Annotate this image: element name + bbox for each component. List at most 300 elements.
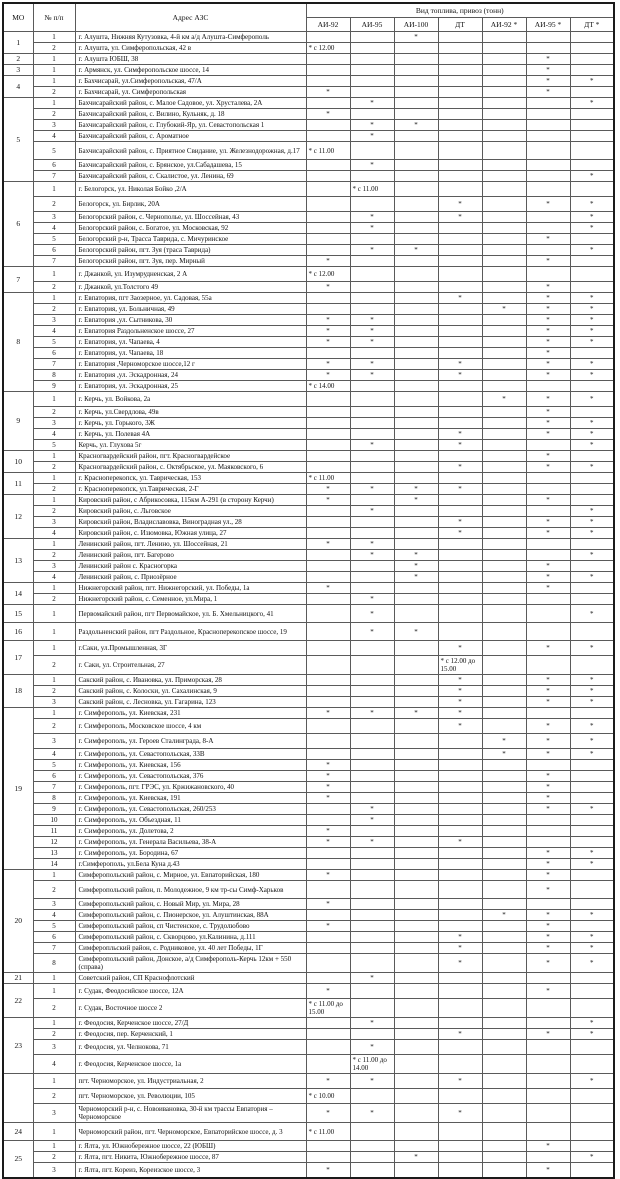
row-number-cell: 3 [33, 1040, 75, 1055]
fuel-cell-АИ-100 [394, 760, 438, 771]
fuel-cell-АИ-92 * [482, 142, 526, 160]
table-row [3, 623, 614, 641]
fuel-cell-ДТ [438, 583, 482, 594]
fuel-cell-ДТ *: * [570, 528, 614, 539]
fuel-cell-АИ-92 * [482, 719, 526, 734]
table-row [3, 197, 614, 212]
row-number-cell: 3 [33, 734, 75, 749]
address-cell: г. Бахчисарай, ул. Симферопольская [75, 87, 306, 98]
table-row [3, 348, 614, 359]
table-row [3, 370, 614, 381]
fuel-cell-АИ-92 *: * [482, 392, 526, 407]
fuel-cell-ДТ * [570, 760, 614, 771]
fuel-cell-АИ-95 [350, 561, 394, 572]
fuel-cell-АИ-92 [306, 910, 350, 921]
fuel-cell-АИ-95 [350, 171, 394, 182]
fuel-cell-АИ-92 * [482, 848, 526, 859]
fuel-cell-АИ-95 [350, 881, 394, 899]
fuel-cell-АИ-95 *: * [526, 921, 570, 932]
fuel-cell-АИ-95: * [350, 212, 394, 223]
table-row [3, 495, 614, 506]
fuel-cell-АИ-100 [394, 197, 438, 212]
address-cell: г. Евпатория, пгт Заозерное, ул. Садовая, 55а [75, 293, 306, 304]
fuel-cell-ДТ: * [438, 440, 482, 451]
fuel-cell-ДТ *: * [570, 171, 614, 182]
fuel-cell-АИ-95 [350, 954, 394, 973]
fuel-cell-АИ-95 [350, 293, 394, 304]
row-number-cell: 2 [33, 594, 75, 605]
address-cell: г. Красноперекопск, ул. Таврическая, 153 [75, 473, 306, 484]
address-cell: Симферопольский район, с. Пионерское, ул. Алуштинская, 88А [75, 910, 306, 921]
table-row [3, 921, 614, 932]
mo-cell: 17 [3, 641, 33, 675]
fuel-cell-АИ-95 *: * [526, 326, 570, 337]
mo-cell: 3 [3, 65, 33, 76]
row-number-cell: 3 [33, 697, 75, 708]
address-cell: г. Симферополь, ул. Киевская, 191 [75, 793, 306, 804]
fuel-cell-АИ-95: * [350, 484, 394, 495]
fuel-cell-ДТ * [570, 837, 614, 848]
fuel-cell-АИ-92 * [482, 1163, 526, 1178]
fuel-cell-ДТ * [570, 32, 614, 43]
fuel-cell-АИ-100 [394, 932, 438, 943]
mo-cell: 15 [3, 605, 33, 623]
row-number-cell: 4 [33, 326, 75, 337]
fuel-cell-АИ-95 *: * [526, 1163, 570, 1178]
fuel-cell-АИ-95 *: * [526, 734, 570, 749]
fuel-cell-АИ-95 [350, 771, 394, 782]
fuel-cell-АИ-92: * с 11.00 [306, 142, 350, 160]
fuel-cell-ДТ [438, 160, 482, 171]
row-number-cell: 2 [33, 484, 75, 495]
row-number-cell: 1 [33, 32, 75, 43]
fuel-cell-АИ-92 [306, 212, 350, 223]
fuel-cell-АИ-100 [394, 131, 438, 142]
fuel-cell-ДТ *: * [570, 370, 614, 381]
fuel-cell-АИ-95 *: * [526, 583, 570, 594]
fuel-cell-АИ-92 * [482, 160, 526, 171]
table-row [3, 1040, 614, 1055]
table-row [3, 98, 614, 109]
address-cell: г. Евпатория, ул. Больничная, 49 [75, 304, 306, 315]
fuel-cell-АИ-92 * [482, 708, 526, 719]
fuel-cell-ДТ *: * [570, 1029, 614, 1040]
fuel-cell-АИ-92: * [306, 109, 350, 120]
fuel-cell-АИ-95 * [526, 1123, 570, 1141]
fuel-cell-АИ-95: * [350, 315, 394, 326]
fuel-cell-АИ-92 * [482, 182, 526, 197]
address-cell: Советский район, СП Краснофлотский [75, 973, 306, 984]
fuel-cell-АИ-95 * [526, 506, 570, 517]
table-row [3, 182, 614, 197]
fuel-cell-АИ-95 [350, 870, 394, 881]
address-cell: г. Евпатория ,Черноморское шоссе,12 г [75, 359, 306, 370]
row-number-cell: 2 [33, 109, 75, 120]
fuel-cell-ДТ * [570, 561, 614, 572]
fuel-cell-АИ-95 * [526, 120, 570, 131]
fuel-cell-АИ-95 [350, 1163, 394, 1178]
mo-cell [3, 1074, 33, 1123]
fuel-cell-ДТ *: * [570, 932, 614, 943]
fuel-cell-ДТ *: * [570, 337, 614, 348]
fuel-cell-АИ-100 [394, 793, 438, 804]
fuel-cell-АИ-100 [394, 160, 438, 171]
row-number-cell: 5 [33, 142, 75, 160]
address-cell: Кировский район, с Абрикосовка, 115км А-291 (в сторону Керчи) [75, 495, 306, 506]
row-number-cell: 1 [33, 605, 75, 623]
fuel-cell-ДТ * [570, 473, 614, 484]
fuel-cell-АИ-92: * [306, 326, 350, 337]
row-number-cell: 6 [33, 771, 75, 782]
row-number-cell: 2 [33, 1152, 75, 1163]
fuel-cell-АИ-95 *: * [526, 256, 570, 267]
fuel-cell-АИ-100 [394, 304, 438, 315]
fuel-cell-АИ-95 * [526, 98, 570, 109]
fuel-cell-АИ-100 [394, 686, 438, 697]
fuel-cell-АИ-100 [394, 473, 438, 484]
fuel-cell-АИ-95 *: * [526, 337, 570, 348]
fuel-cell-ДТ: * [438, 675, 482, 686]
fuel-cell-ДТ * [570, 708, 614, 719]
fuel-cell-АИ-92 [306, 815, 350, 826]
row-number-cell: 4 [33, 528, 75, 539]
address-cell: Бахчисарайский район, с. Вилино, Кульняк, д. 18 [75, 109, 306, 120]
fuel-cell-АИ-100 [394, 337, 438, 348]
fuel-cell-ДТ * [570, 899, 614, 910]
fuel-cell-ДТ [438, 304, 482, 315]
table-row [3, 656, 614, 675]
fuel-cell-АИ-92 * [482, 43, 526, 54]
fuel-cell-ДТ [438, 76, 482, 87]
table-row [3, 999, 614, 1018]
fuel-cell-АИ-100 [394, 848, 438, 859]
fuel-cell-АИ-100 [394, 771, 438, 782]
table-row [3, 881, 614, 899]
row-number-cell: 2 [33, 686, 75, 697]
row-number-cell: 1 [33, 267, 75, 282]
table-row [3, 381, 614, 392]
fuel-cell-ДТ: * [438, 197, 482, 212]
address-cell: Симферопольский район, Донское, а/д Симферополь-Керчь 12км + 550 (справа) [75, 954, 306, 973]
fuel-cell-АИ-92 [306, 517, 350, 528]
address-cell: Красногвардейский район, с. Октябрьское, ул. Маяковского, 6 [75, 462, 306, 473]
fuel-cell-АИ-95 [350, 407, 394, 418]
fuel-cell-АИ-95 *: * [526, 54, 570, 65]
fuel-cell-АИ-92: * с 12.00 [306, 267, 350, 282]
fuel-cell-АИ-100 [394, 171, 438, 182]
fuel-cell-АИ-92 * [482, 804, 526, 815]
fuel-cell-ДТ * [570, 407, 614, 418]
fuel-cell-ДТ *: * [570, 550, 614, 561]
fuel-cell-ДТ * [570, 539, 614, 550]
address-cell: Бахчисарайский район, с. Ароматное [75, 131, 306, 142]
fuel-cell-АИ-95 *: * [526, 870, 570, 881]
address-cell: г. Симферополь, ул. Севастопольская, 376 [75, 771, 306, 782]
fuel-cell-АИ-92 * [482, 315, 526, 326]
fuel-cell-ДТ [438, 1089, 482, 1104]
address-cell: г. Белогорск, ул. Николая Бойко ,2/А [75, 182, 306, 197]
table-row [3, 429, 614, 440]
fuel-cell-АИ-92 * [482, 1018, 526, 1029]
row-number-cell: 2 [33, 407, 75, 418]
fuel-cell-ДТ: * [438, 1074, 482, 1089]
address-cell: г. Симферополь, ул. Генерала Васильева, 38-А [75, 837, 306, 848]
fuel-cell-АИ-95 *: * [526, 462, 570, 473]
row-number-cell: 1 [33, 539, 75, 550]
table-body [3, 32, 614, 1178]
fuel-cell-АИ-100: * [394, 120, 438, 131]
fuel-cell-АИ-95: * [350, 1104, 394, 1123]
address-cell: Сакский район, с. Колоски, ул. Сахалинская, 9 [75, 686, 306, 697]
fuel-cell-АИ-95 [350, 142, 394, 160]
row-number-cell: 5 [33, 921, 75, 932]
fuel-cell-АИ-95 * [526, 656, 570, 675]
fuel-cell-АИ-95: * [350, 973, 394, 984]
fuel-cell-АИ-95 *: * [526, 793, 570, 804]
address-cell: Ленинский район, пгт. Багерово [75, 550, 306, 561]
fuel-cell-АИ-92 * [482, 197, 526, 212]
fuel-cell-АИ-92 * [482, 223, 526, 234]
row-number-cell: 7 [33, 359, 75, 370]
address-cell: пгт. Черноморское, ул. Индустриальная, 2 [75, 1074, 306, 1089]
fuel-cell-АИ-92 [306, 160, 350, 171]
fuel-cell-АИ-92 * [482, 605, 526, 623]
fuel-cell-АИ-95 [350, 572, 394, 583]
table-row [3, 256, 614, 267]
fuel-cell-ДТ *: * [570, 1152, 614, 1163]
fuel-cell-АИ-92: * [306, 870, 350, 881]
fuel-cell-АИ-92 [306, 561, 350, 572]
fuel-cell-АИ-100 [394, 782, 438, 793]
fuel-cell-ДТ [438, 315, 482, 326]
fuel-cell-ДТ * [570, 1163, 614, 1178]
fuel-cell-АИ-92 [306, 54, 350, 65]
fuel-cell-ДТ * [570, 451, 614, 462]
fuel-cell-АИ-92: * [306, 337, 350, 348]
fuel-cell-ДТ [438, 326, 482, 337]
address-cell: Бахчисарайский район, с. Брянское, ул.Сабадашева, 15 [75, 160, 306, 171]
fuel-column-header: АИ-92 [306, 18, 350, 32]
address-cell: Сакский район, с. Лесновка, ул. Гагарина, 123 [75, 697, 306, 708]
fuel-cell-ДТ *: * [570, 1074, 614, 1089]
fuel-cell-ДТ [438, 594, 482, 605]
table-row [3, 782, 614, 793]
fuel-cell-ДТ: * [438, 528, 482, 539]
fuel-cell-АИ-100 [394, 359, 438, 370]
fuel-cell-ДТ [438, 793, 482, 804]
fuel-cell-АИ-100 [394, 293, 438, 304]
row-number-cell: 2 [33, 87, 75, 98]
fuel-cell-АИ-95 *: * [526, 293, 570, 304]
fuel-cell-АИ-92 * [482, 267, 526, 282]
fuel-cell-ДТ [438, 999, 482, 1018]
fuel-cell-АИ-95 [350, 675, 394, 686]
table-row [3, 407, 614, 418]
fuel-cell-ДТ *: * [570, 954, 614, 973]
fuel-cell-АИ-100 [394, 943, 438, 954]
row-number-cell: 2 [33, 1089, 75, 1104]
fuel-cell-АИ-100: * [394, 495, 438, 506]
table-row [3, 517, 614, 528]
fuel-cell-АИ-95 * [526, 899, 570, 910]
fuel-cell-АИ-95 *: * [526, 804, 570, 815]
mo-cell: 5 [3, 98, 33, 182]
fuel-cell-АИ-92: * [306, 87, 350, 98]
address-cell: Белогорский район, пгт. Зуя (траса Таврида) [75, 245, 306, 256]
table-row [3, 451, 614, 462]
row-number-cell: 1 [33, 54, 75, 65]
row-number-cell: 4 [33, 910, 75, 921]
fuel-cell-АИ-95 *: * [526, 517, 570, 528]
row-number-cell: 12 [33, 837, 75, 848]
fuel-cell-АИ-100 [394, 451, 438, 462]
table-row [3, 954, 614, 973]
table-row [3, 1141, 614, 1152]
fuel-cell-ДТ: * [438, 708, 482, 719]
fuel-cell-АИ-92 [306, 462, 350, 473]
fuel-cell-АИ-95 *: * [526, 954, 570, 973]
fuel-cell-АИ-95 * [526, 223, 570, 234]
fuel-cell-АИ-95 * [526, 760, 570, 771]
fuel-cell-ДТ * [570, 1104, 614, 1123]
fuel-cell-АИ-92: * [306, 583, 350, 594]
address-cell: г. Феодосия, Керченское шоссе, 27/Д [75, 1018, 306, 1029]
fuel-cell-ДТ *: * [570, 315, 614, 326]
row-number-cell: 5 [33, 234, 75, 245]
address-cell: г. Бахчисарай, ул.Симферопольская, 47/А [75, 76, 306, 87]
row-number-cell: 2 [33, 656, 75, 675]
fuel-cell-АИ-92 [306, 76, 350, 87]
address-cell: г. Ялта, пгт. Кореиз, Кореизское шоссе, 3 [75, 1163, 306, 1178]
fuel-cell-ДТ *: * [570, 605, 614, 623]
table-row [3, 771, 614, 782]
fuel-cell-ДТ [438, 859, 482, 870]
fuel-cell-АИ-95 *: * [526, 370, 570, 381]
fuel-cell-АИ-100: * [394, 550, 438, 561]
fuel-cell-АИ-95 [350, 87, 394, 98]
table-row [3, 697, 614, 708]
fuel-cell-ДТ: * [438, 697, 482, 708]
fuel-cell-АИ-92 * [482, 171, 526, 182]
row-number-cell: 4 [33, 572, 75, 583]
fuel-cell-АИ-95 * [526, 484, 570, 495]
fuel-cell-АИ-92 * [482, 572, 526, 583]
fuel-cell-АИ-100: * [394, 572, 438, 583]
fuel-cell-АИ-92 [306, 594, 350, 605]
fuel-cell-АИ-92 [306, 932, 350, 943]
fuel-cell-АИ-95 *: * [526, 65, 570, 76]
fuel-cell-АИ-92 * [482, 348, 526, 359]
row-number-cell: 3 [33, 315, 75, 326]
table-row [3, 1029, 614, 1040]
fuel-cell-АИ-92 * [482, 1104, 526, 1123]
row-number-cell: 11 [33, 826, 75, 837]
fuel-cell-АИ-92 * [482, 594, 526, 605]
table-header [3, 3, 614, 32]
address-cell: Красногвардейский район, пгт. Красногвардейское [75, 451, 306, 462]
fuel-cell-ДТ * [570, 54, 614, 65]
fuel-cell-АИ-100 [394, 282, 438, 293]
fuel-cell-ДТ [438, 142, 482, 160]
row-number-cell: 4 [33, 429, 75, 440]
table-row [3, 234, 614, 245]
mo-cell: 7 [3, 267, 33, 293]
fuel-cell-АИ-100 [394, 656, 438, 675]
fuel-cell-ДТ *: * [570, 245, 614, 256]
fuel-cell-ДТ: * [438, 1104, 482, 1123]
fuel-cell-АИ-92 * [482, 65, 526, 76]
fuel-cell-АИ-92 [306, 749, 350, 760]
fuel-cell-АИ-95 * [526, 623, 570, 641]
row-number-cell: 1 [33, 623, 75, 641]
fuel-cell-ДТ * [570, 109, 614, 120]
row-number-cell: 1 [33, 708, 75, 719]
fuel-cell-АИ-92 * [482, 1141, 526, 1152]
table-row [3, 440, 614, 451]
fuel-cell-АИ-95 *: * [526, 451, 570, 462]
row-number-cell: 6 [33, 348, 75, 359]
table-row [3, 1018, 614, 1029]
fuel-cell-АИ-100 [394, 407, 438, 418]
fuel-cell-АИ-100 [394, 899, 438, 910]
fuel-cell-АИ-100 [394, 506, 438, 517]
fuel-cell-АИ-95: * с 11.00 [350, 182, 394, 197]
fuel-cell-ДТ *: * [570, 734, 614, 749]
row-number-cell: 2 [33, 43, 75, 54]
fuel-cell-АИ-92: * с 14.00 [306, 381, 350, 392]
fuel-cell-АИ-95 [350, 734, 394, 749]
fuel-cell-АИ-95 *: * [526, 848, 570, 859]
fuel-cell-АИ-95 * [526, 1152, 570, 1163]
fuel-cell-ДТ: * [438, 641, 482, 656]
fuel-cell-АИ-92: * [306, 837, 350, 848]
fuel-cell-АИ-100 [394, 954, 438, 973]
fuel-cell-АИ-92 * [482, 1029, 526, 1040]
fuel-cell-АИ-92 [306, 1141, 350, 1152]
row-number-cell: 8 [33, 370, 75, 381]
mo-cell: 24 [3, 1123, 33, 1141]
address-cell: г. Судак, Восточное шоссе 2 [75, 999, 306, 1018]
fuel-cell-АИ-92: * с 12.00 [306, 43, 350, 54]
mo-cell: 13 [3, 539, 33, 583]
row-number-cell: 2 [33, 550, 75, 561]
row-number-cell: 6 [33, 245, 75, 256]
address-cell: г.Симферополь, ул.Бела Куна д.43 [75, 859, 306, 870]
fuel-cell-АИ-92 * [482, 826, 526, 837]
fuel-cell-ДТ *: * [570, 440, 614, 451]
fuel-cell-ДТ [438, 921, 482, 932]
fuel-cell-АИ-92 [306, 418, 350, 429]
row-number-cell: 1 [33, 1018, 75, 1029]
fuel-cell-ДТ *: * [570, 517, 614, 528]
fuel-cell-АИ-100: * [394, 708, 438, 719]
fuel-cell-ДТ [438, 572, 482, 583]
fuel-cell-ДТ *: * [570, 641, 614, 656]
fuel-cell-ДТ [438, 749, 482, 760]
fuel-cell-АИ-95 *: * [526, 782, 570, 793]
row-number-cell: 2 [33, 304, 75, 315]
fuel-cell-АИ-100 [394, 605, 438, 623]
table-row [3, 719, 614, 734]
fuel-cell-АИ-95: * [350, 815, 394, 826]
fuel-cell-ДТ [438, 120, 482, 131]
address-cell: Белогорский район, с. Чернополье, ул. Шоссейная, 43 [75, 212, 306, 223]
fuel-cell-АИ-92: * [306, 984, 350, 999]
fuel-cell-АИ-92 * [482, 561, 526, 572]
row-number-cell: 1 [33, 973, 75, 984]
table-row [3, 641, 614, 656]
fuel-cell-АИ-95 [350, 528, 394, 539]
